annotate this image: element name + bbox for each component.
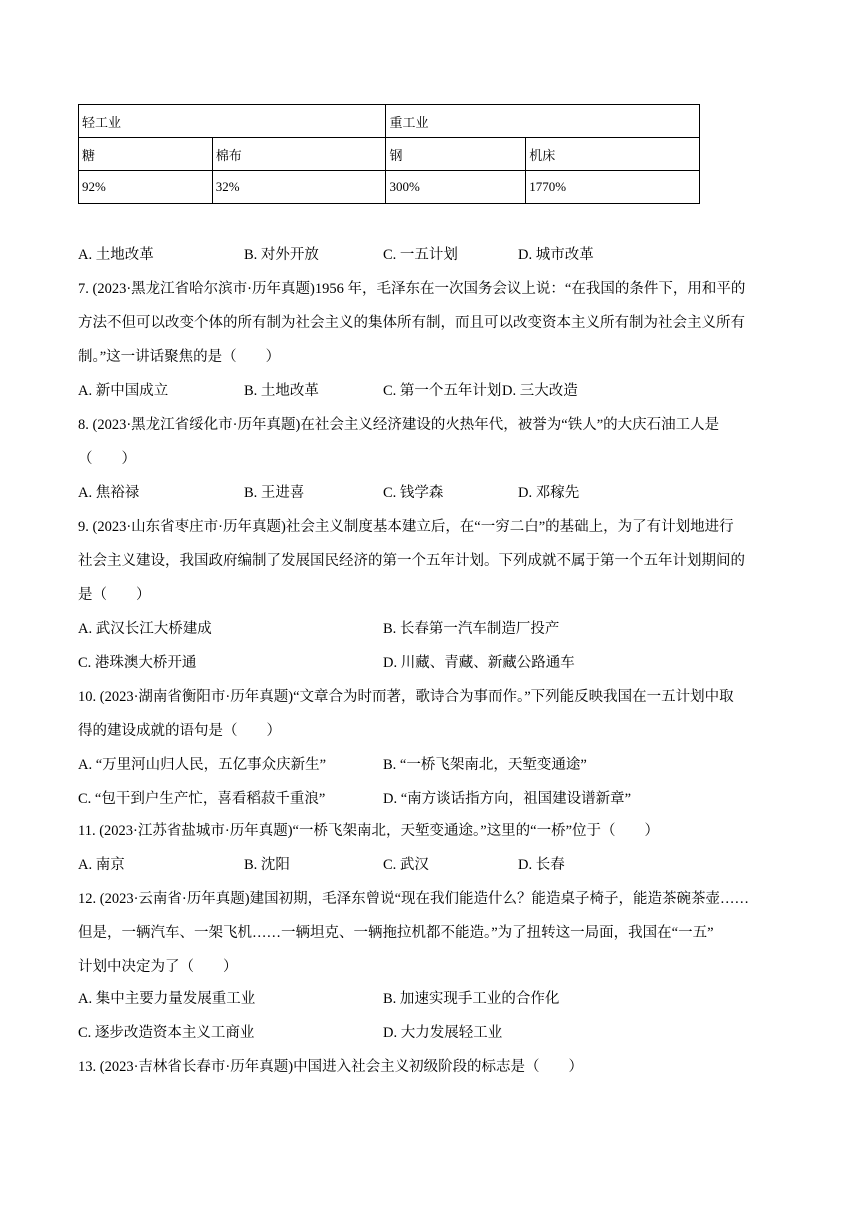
q9-stem-line: 9. (2023·山东省枣庄市·历年真题)社会主义制度基本建立后，在“一穷二白”的基础上，为了有计划地进行 (78, 519, 734, 535)
q8-option-d: D. 邓稼先 (518, 485, 580, 501)
table-value-cell: 1770% (526, 171, 700, 204)
q12-stem-line: 但是，一辆汽车、一架飞机……一辆坦克、一辆拖拉机都不能造。”为了扭转这一局面，我国在“一五” (78, 925, 714, 941)
table-row (79, 105, 700, 138)
q7-option-d: D. 三大改造 (502, 383, 578, 399)
q9-stem-line: 是（ ） (78, 587, 151, 603)
table-value-cell: 300% (386, 171, 526, 204)
q8-option-c: C. 钱学森 (383, 485, 444, 501)
q10-option-d: D. “南方谈话指方向，祖国建设谱新章” (383, 791, 632, 807)
q11-option-b: B. 沈阳 (244, 857, 290, 873)
q11-stem-line: 11. (2023·江苏省盐城市·历年真题)“一桥飞架南北，天堑变通途。”这里的“一桥”位于（ ） (78, 823, 660, 839)
q10-option-b: B. “一桥飞架南北，天堑变通途” (383, 757, 587, 773)
q9-option-a: A. 武汉长江大桥建成 (78, 621, 212, 637)
q9-option-b: B. 长春第一汽车制造厂投产 (383, 621, 560, 637)
q7-stem-line: 制。”这一讲话聚焦的是（ ） (78, 349, 281, 365)
q6-option-a: A. 土地改革 (78, 247, 154, 263)
q12-option-c: C. 逐步改造资本主义工商业 (78, 1025, 255, 1041)
table-group-light-industry: 轻工业 (79, 105, 386, 138)
q8-stem-line: 8. (2023·黑龙江省绥化市·历年真题)在社会主义经济建设的火热年代，被誉为“铁人”的大庆石油工人是 (78, 417, 720, 433)
q6-option-d: D. 城市改革 (518, 247, 594, 263)
q6-option-b: B. 对外开放 (244, 247, 319, 263)
q10-stem-line: 得的建设成就的语句是（ ） (78, 723, 281, 739)
q7-stem-line: 方法不但可以改变个体的所有制为社会主义的集体所有制，而且可以改变资本主义所有制为社会主义所有 (78, 315, 745, 331)
industry-growth-table (78, 104, 700, 204)
q12-option-b: B. 加速实现手工业的合作化 (383, 991, 560, 1007)
q9-option-c: C. 港珠澳大桥开通 (78, 655, 197, 671)
table-header-cell: 棉布 (212, 138, 386, 171)
q8-option-a: A. 焦裕禄 (78, 485, 140, 501)
q7-option-b: B. 土地改革 (244, 383, 319, 399)
table-header-cell: 机床 (526, 138, 700, 171)
q7-stem-line: 7. (2023·黑龙江省哈尔滨市·历年真题)1956 年，毛泽东在一次国务会议上说：“在我国的条件下，用和平的 (78, 281, 746, 297)
q7-option-a: A. 新中国成立 (78, 383, 169, 399)
q6-option-c: C. 一五计划 (383, 247, 458, 263)
table-header-cell: 糖 (79, 138, 213, 171)
q10-option-a: A. “万里河山归人民，五亿事众庆新生” (78, 757, 327, 773)
q8-option-b: B. 王进喜 (244, 485, 305, 501)
q11-option-d: D. 长春 (518, 857, 565, 873)
q9-option-d: D. 川藏、青藏、新藏公路通车 (383, 655, 575, 671)
q13-stem-line: 13. (2023·吉林省长春市·历年真题)中国进入社会主义初级阶段的标志是（ ） (78, 1059, 584, 1075)
table-value-cell: 32% (212, 171, 386, 204)
table-header-cell: 钢 (386, 138, 526, 171)
q12-option-d: D. 大力发展轻工业 (383, 1025, 503, 1041)
q12-stem-line: 计划中决定为了（ ） (78, 959, 238, 975)
q12-stem-line: 12. (2023·云南省·历年真题)建国初期，毛泽东曾说“现在我们能造什么？能造桌子椅子，能造茶碗茶壶…… (78, 891, 749, 907)
q10-option-c: C. “包干到户生产忙，喜看稻菽千重浪” (78, 791, 326, 807)
table-group-heavy-industry: 重工业 (386, 105, 700, 138)
q12-option-a: A. 集中主要力量发展重工业 (78, 991, 256, 1007)
q11-option-c: C. 武汉 (383, 857, 429, 873)
table-row (79, 171, 700, 204)
q9-stem-line: 社会主义建设，我国政府编制了发展国民经济的第一个五年计划。下列成就不属于第一个五年计划期间的 (78, 553, 745, 569)
table-value-cell: 92% (79, 171, 213, 204)
q11-option-a: A. 南京 (78, 857, 125, 873)
q8-stem-line: （ ） (78, 451, 136, 467)
q7-option-c: C. 第一个五年计划 (383, 383, 502, 399)
q10-stem-line: 10. (2023·湖南省衡阳市·历年真题)“文章合为时而著，歌诗合为事而作。”下列能反映我国在一五计划中取 (78, 689, 734, 705)
table-row (79, 138, 700, 171)
